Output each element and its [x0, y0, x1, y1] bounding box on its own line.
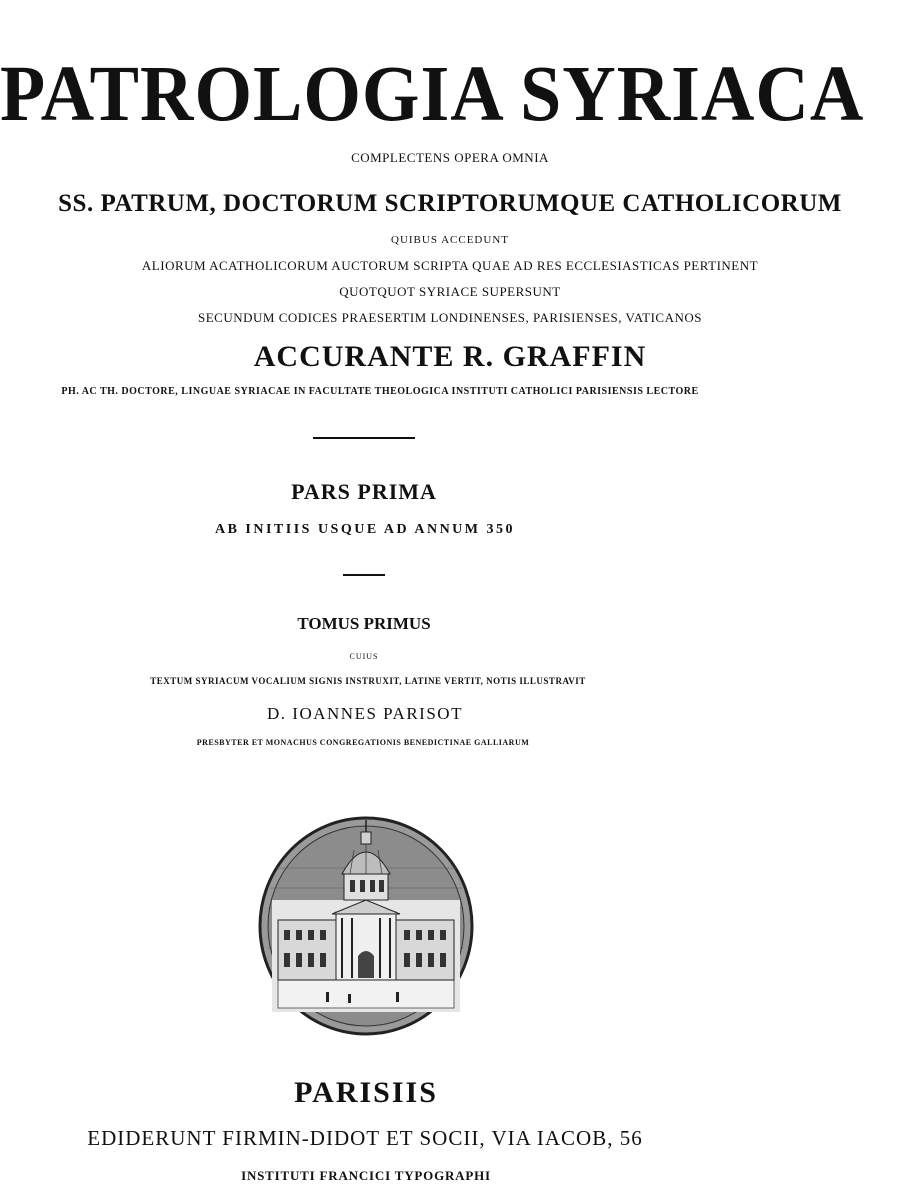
- divider-rule: [313, 437, 415, 439]
- main-title: PATROLOGIA SYRIACA: [0, 49, 865, 139]
- imprint-city: PARISIIS: [294, 1076, 438, 1109]
- volume-title: TOMUS PRIMUS: [297, 614, 431, 633]
- volume-cuius: CUIUS: [349, 652, 379, 661]
- translator-role: PRESBYTER ET MONACHUS CONGREGATIONIS BENEDICTINAE GALLIARUM: [196, 738, 530, 747]
- imprint-publisher: EDIDERUNT FIRMIN-DIDOT ET SOCII, VIA IACOB, 56: [87, 1126, 643, 1150]
- subtitle-patrum: SS. PATRUM, DOCTORUM SCRIPTORUMQUE CATHOLICORUM: [58, 190, 842, 217]
- part-title: PARS PRIMA: [291, 479, 437, 504]
- imprint-printer: INSTITUTI FRANCICI TYPOGRAPHI: [241, 1168, 491, 1183]
- part-range: AB INITIIS USQUE AD ANNUM 350: [214, 522, 516, 537]
- subtitle-quibus: QUIBUS ACCEDUNT: [391, 234, 509, 246]
- domed-building-seal-icon: [256, 808, 476, 1038]
- translator-name: D. IOANNES PARISOT: [267, 704, 463, 723]
- divider-rule-short: [343, 574, 385, 576]
- subtitle-aliorum: ALIORUM ACATHOLICORUM AUCTORUM SCRIPTA QUAE AD RES ECCLESIASTICAS PERTINENT: [141, 258, 759, 273]
- volume-textum: TEXTUM SYRIACUM VOCALIUM SIGNIS INSTRUXIT, LATINE VERTIT, NOTIS ILLUSTRAVIT: [150, 676, 586, 686]
- editor-credentials: PH. AC TH. DOCTORE, LINGUAE SYRIACAE IN FACULTATE THEOLOGICA INSTITUTI CATHOLICI PARISIENSIS LECTORE: [61, 386, 699, 397]
- subtitle-complectens: COMPLECTENS OPERA OMNIA: [351, 150, 549, 165]
- subtitle-secundum: SECUNDUM CODICES PRAESERTIM LONDINENSES, PARISIENSES, VATICANOS: [198, 310, 702, 325]
- subtitle-quotquot: QUOTQUOT SYRIACE SUPERSUNT: [339, 284, 561, 299]
- editor-name: ACCURANTE R. GRAFFIN: [253, 340, 647, 373]
